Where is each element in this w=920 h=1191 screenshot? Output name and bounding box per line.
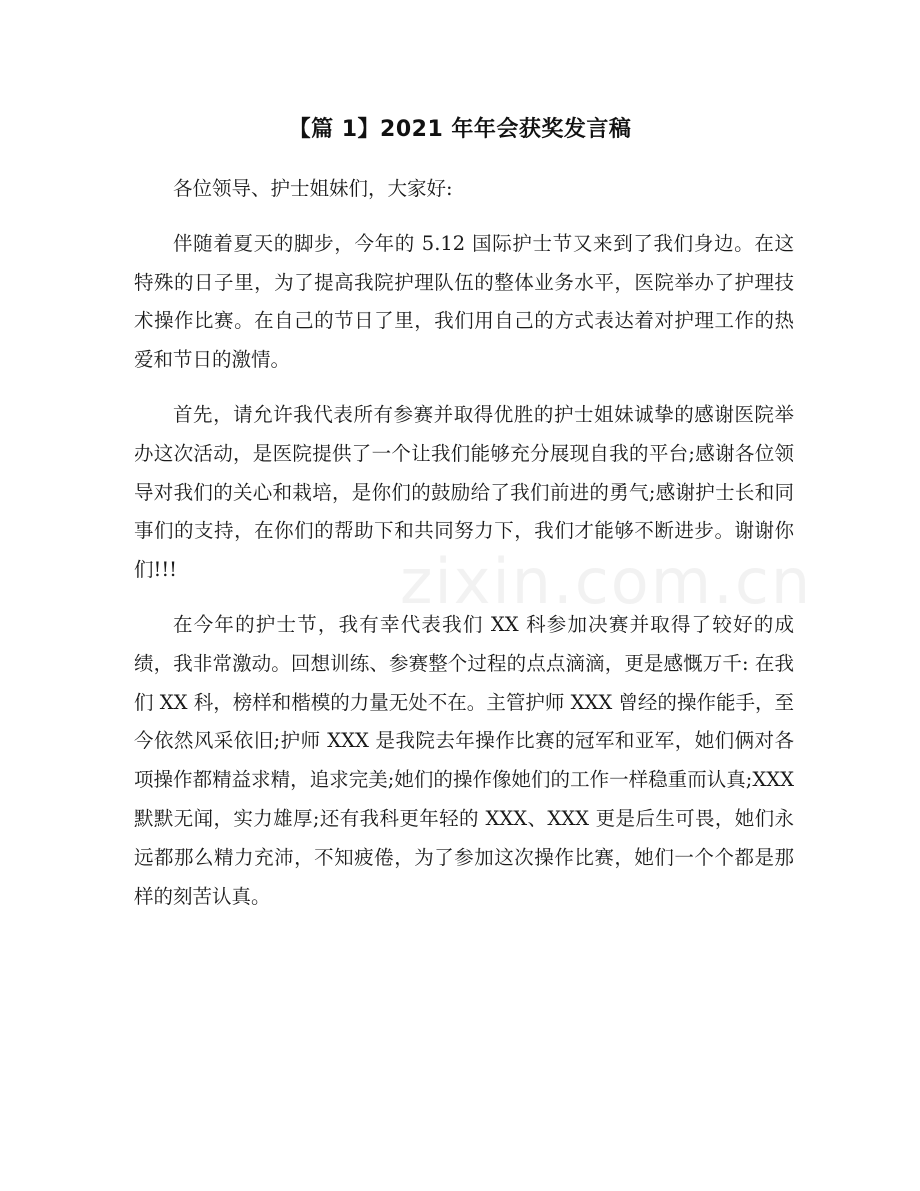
document-title: 【篇 1】2021 年年会获奖发言稿 [288,117,632,142]
thanks-paragraph: 首先，请允许我代表所有参赛并取得优胜的护士姐妹诚挚的感谢医院举办这次活动，是医院提供了一个让我们能够充分展现自我的平台;感谢各位领导对我们的关心和栽培，是你们的鼓励给了我们前进的勇气;感谢护士长和同事们的支持，在你们的帮助下和共同努力下，我们才能够不断进步。谢谢你们!!! [134,402,794,582]
greeting-paragraph: 各位领导、护士姐妹们，大家好: [173,177,453,200]
watermark: zixin.com.cn [400,545,813,618]
experience-paragraph: 在今年的护士节，我有幸代表我们 XX 科参加决赛并取得了较好的成绩，我非常激动。回想训练、参赛整个过程的点点滴滴，更是感慨万千: 在我们 XX 科，榜样和楷模的力量无处不在。主管护师 XXX 曾经的操作能手，至今依然风采依旧;护师 XXX 是我院去年操作比赛的冠军和亚军，她们俩对各项操作都精益求精，追求完美;她们的操作像她们的工作一样稳重而认真;XXX 默默无闻，实力雄厚;还有我科更年轻的 XXX、XXX 更是后生可畏，她们永远都那么精力充沛，不知疲倦，为了参加这次操作比赛，她们一个个都是那样的刻苦认真。 [134,612,794,908]
intro-paragraph: 伴随着夏天的脚步，今年的 5.12 国际护士节又来到了我们身边。在这特殊的日子里，为了提高我院护理队伍的整体业务水平，医院举办了护理技术操作比赛。在自己的节日了里，我们用自己的方式表达着对护理工作的热爱和节日的激情。 [134,231,794,372]
document-body [134,170,794,916]
